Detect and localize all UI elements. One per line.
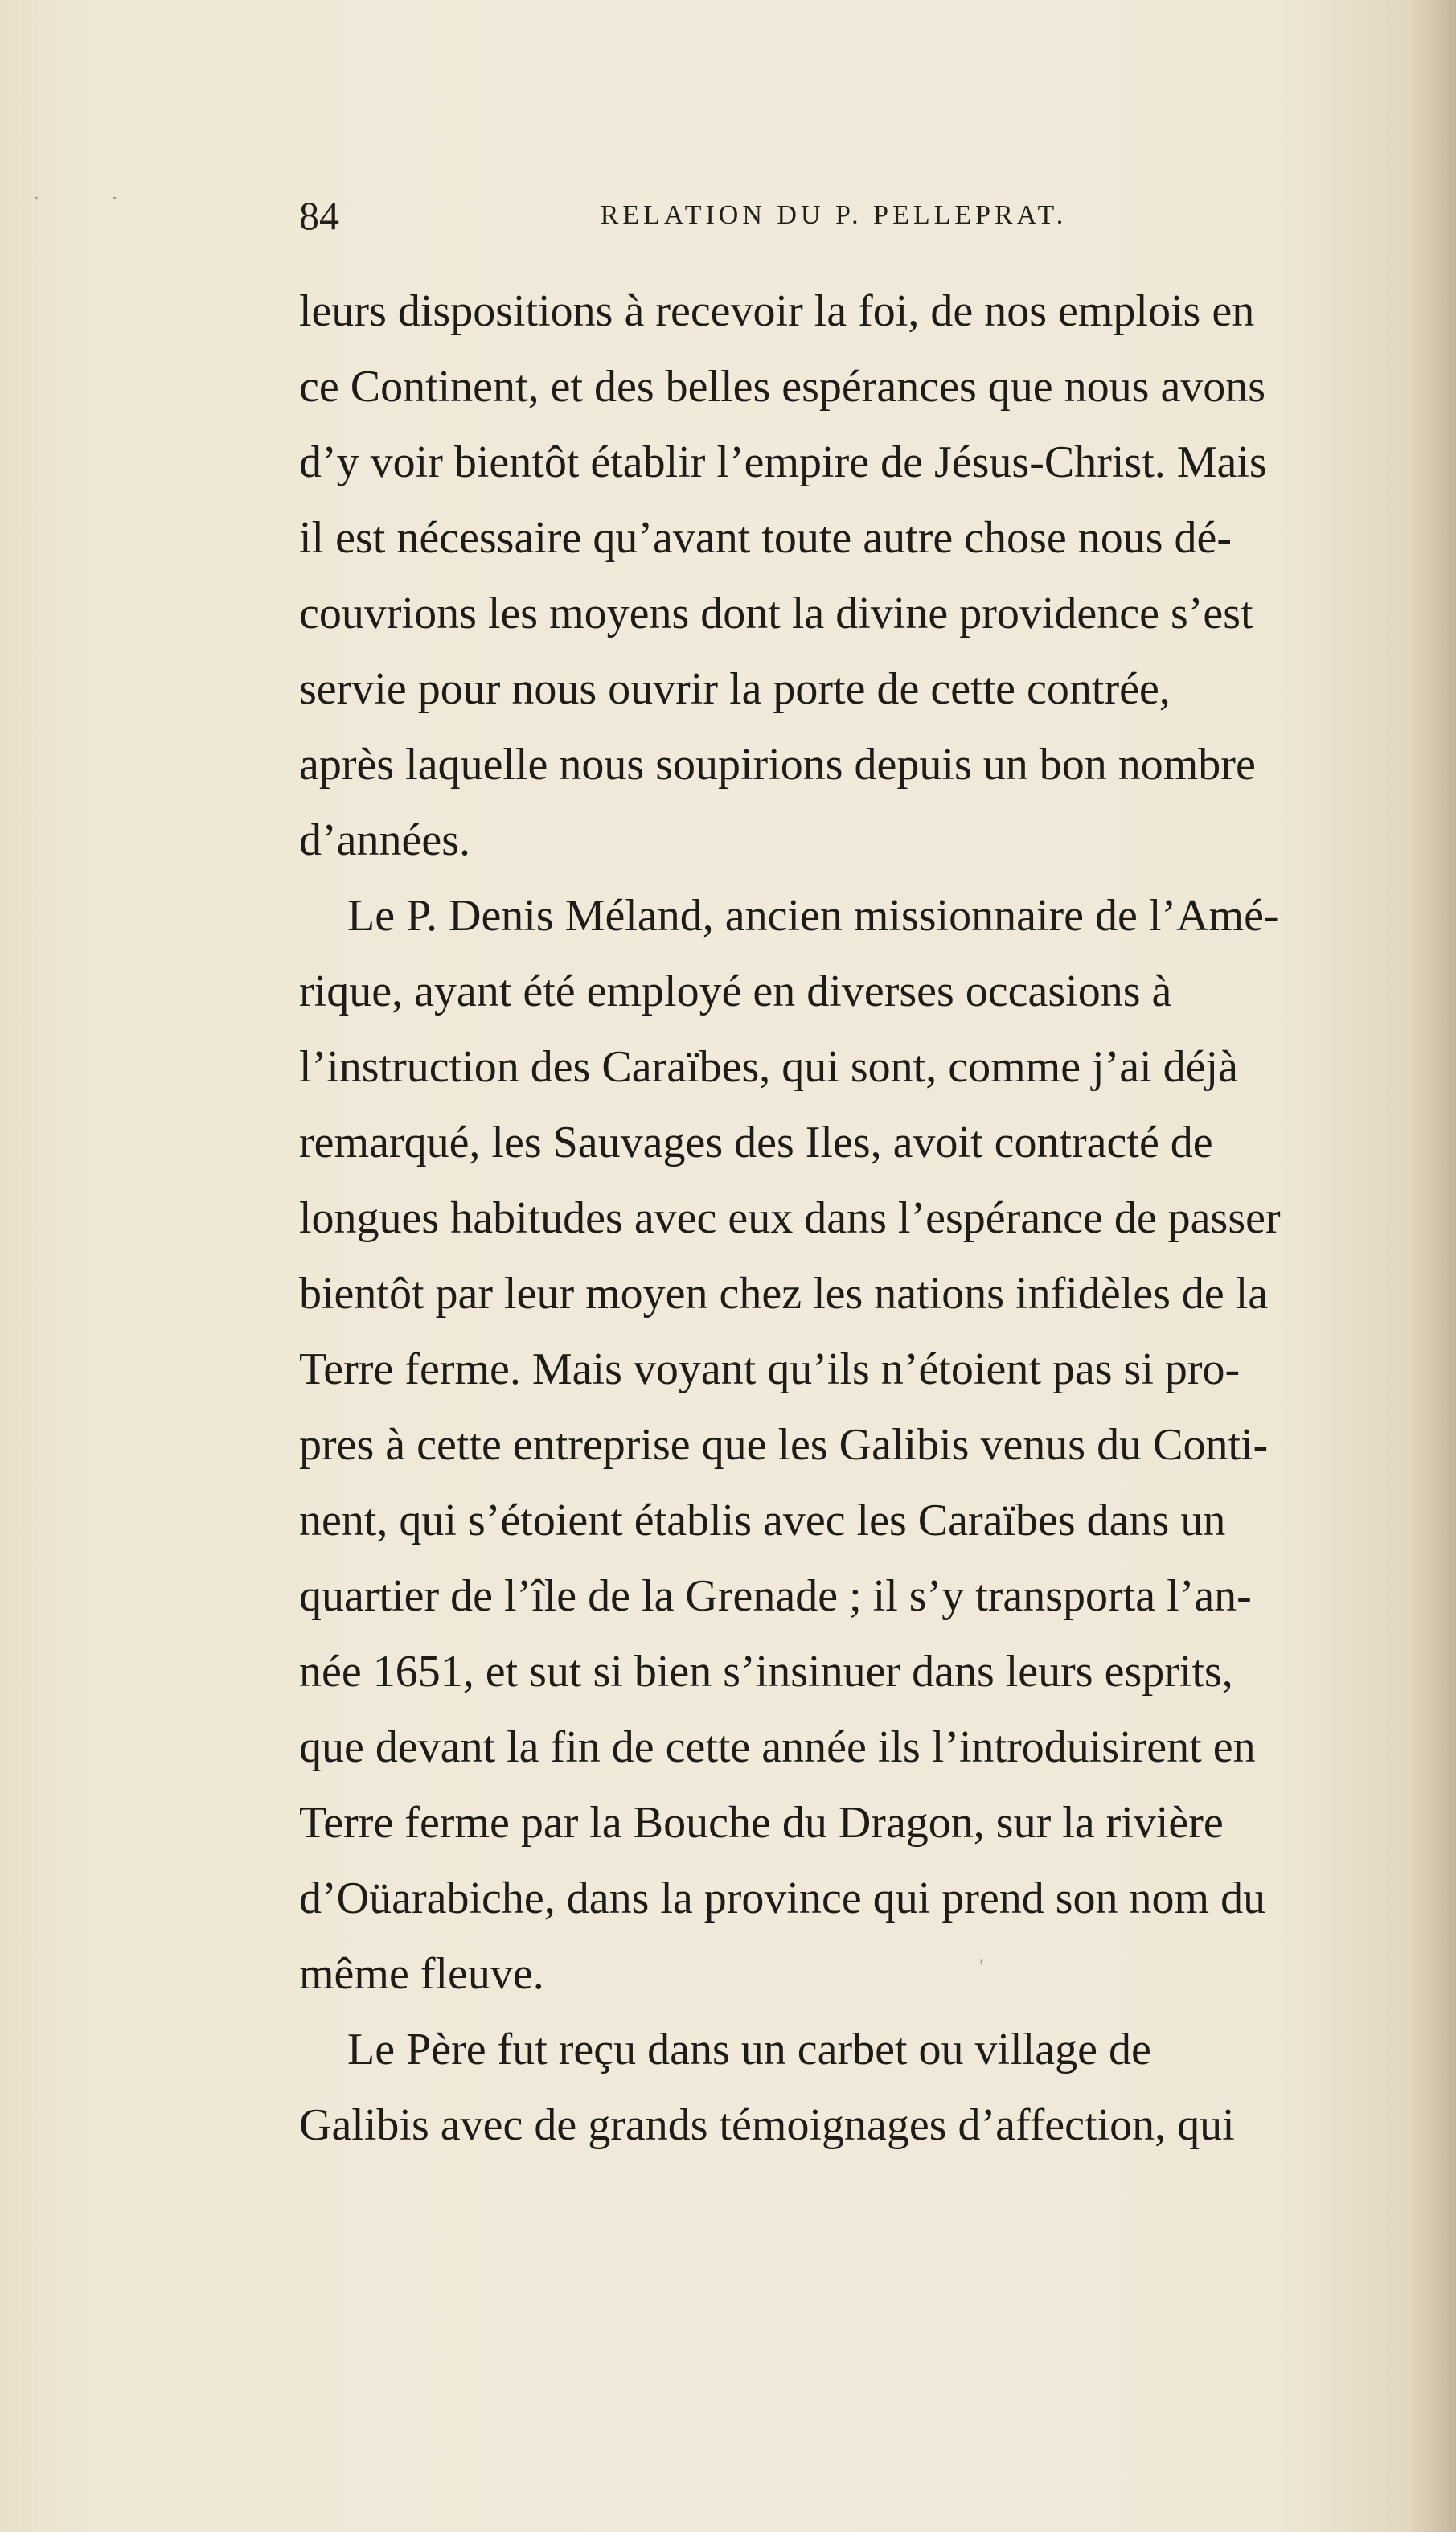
text-line: rique, ayant été employé en diverses occasions à (299, 966, 1172, 1016)
page-header (299, 191, 1441, 272)
margin-speck-marks: · · (32, 185, 151, 211)
text-line: Galibis avec de grands témoignages d’affection, qui (299, 2100, 1235, 2150)
text-line: d’années. (299, 815, 471, 865)
text-line: que devant la fin de cette année ils l’introduisirent en (299, 1722, 1256, 1772)
text-line: Terre ferme. Mais voyant qu’ils n’étoient pas si pro- (299, 1344, 1241, 1394)
text-line: d’y voir bientôt établir l’empire de Jésus-Christ. Mais (299, 437, 1267, 487)
text-line: nent, qui s’étoient établis avec les Caraïbes dans un (299, 1496, 1226, 1545)
running-head: RELATION DU P. PELLEPRAT. (600, 200, 1068, 230)
text-line: ce Continent, et des belles espérances que nous avons (299, 362, 1266, 412)
text-line: bientôt par leur moyen chez les nations infidèles de la (299, 1269, 1269, 1319)
text-line: même fleuve. (299, 1949, 544, 1999)
text-line: après laquelle nous soupirions depuis un bon nombre (299, 740, 1256, 790)
text-line: pres à cette entreprise que les Galibis venus du Conti- (299, 1420, 1269, 1470)
paragraph-start-line: Le Père fut reçu dans un carbet ou village de (347, 2025, 1151, 2074)
text-line: d’Oüarabiche, dans la province qui prend son nom du (299, 1873, 1266, 1923)
stray-ink-mark: ' (979, 1954, 984, 1980)
text-line: servie pour nous ouvrir la porte de cette contrée, (299, 664, 1171, 714)
page-number: 84 (299, 193, 339, 238)
text-line: longues habitudes avec eux dans l’espérance de passer (299, 1193, 1281, 1243)
text-line: quartier de l’île de la Grenade ; il s’y transporta l’an- (299, 1571, 1252, 1621)
text-line: il est nécessaire qu’avant toute autre chose nous dé- (299, 513, 1232, 563)
text-line: leurs dispositions à recevoir la foi, de nos emplois en (299, 286, 1255, 336)
paragraph-start-line: Le P. Denis Méland, ancien missionnaire de l’Amé- (347, 891, 1279, 941)
page-edge-shadow (1409, 0, 1456, 2532)
text-line: née 1651, et sut si bien s’insinuer dans leurs esprits, (299, 1647, 1233, 1697)
text-line: couvrions les moyens dont la divine providence s’est (299, 589, 1253, 638)
body-text (299, 273, 1368, 2163)
text-line: l’instruction des Caraïbes, qui sont, comme j’ai déjà (299, 1042, 1238, 1092)
text-line: Terre ferme par la Bouche du Dragon, sur la rivière (299, 1798, 1224, 1848)
text-line: remarqué, les Sauvages des Iles, avoit contracté de (299, 1118, 1213, 1168)
